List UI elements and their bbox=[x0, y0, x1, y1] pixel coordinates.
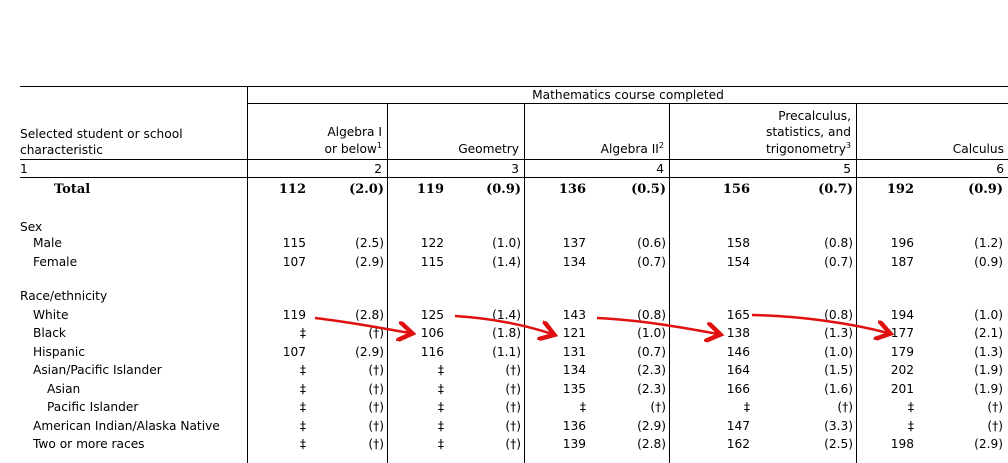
cell-value: ‡ bbox=[299, 400, 306, 414]
cell-standard-error: (†) bbox=[368, 326, 384, 340]
col-5-number: 5 bbox=[843, 162, 851, 176]
total-row-label: Total bbox=[54, 182, 91, 197]
cell-value: ‡ bbox=[299, 382, 306, 396]
cell-standard-error: (2.3) bbox=[637, 363, 666, 377]
cell-value: ‡ bbox=[299, 326, 306, 340]
cell-value: 115 bbox=[420, 255, 444, 269]
cell-standard-error: (1.4) bbox=[492, 255, 521, 269]
cell-value: 122 bbox=[420, 236, 444, 250]
cell-standard-error: (2.8) bbox=[355, 308, 384, 322]
cell-value: ‡ bbox=[299, 437, 306, 451]
cell-standard-error: (0.9) bbox=[486, 182, 521, 197]
cell-value: 147 bbox=[726, 419, 750, 433]
cell-value: 138 bbox=[726, 326, 750, 340]
arrow-4 bbox=[752, 315, 888, 333]
col-5-header-label: trigonometry bbox=[765, 142, 846, 156]
cell-standard-error: (2.5) bbox=[355, 236, 384, 250]
cell-value: 139 bbox=[562, 437, 586, 451]
cell-standard-error: (2.9) bbox=[355, 255, 384, 269]
cell-value: 121 bbox=[562, 326, 586, 340]
row-label: Asian bbox=[47, 382, 81, 396]
cell-value: 162 bbox=[726, 437, 750, 451]
cell-standard-error: (3.3) bbox=[824, 419, 853, 433]
row-label: Black bbox=[33, 326, 66, 340]
cell-standard-error: (1.0) bbox=[974, 308, 1003, 322]
cell-standard-error: (1.2) bbox=[974, 236, 1003, 250]
footnote-marker: 2 bbox=[658, 141, 664, 150]
cell-standard-error: (1.0) bbox=[824, 345, 853, 359]
cell-standard-error: (2.0) bbox=[349, 182, 384, 197]
cell-value: 154 bbox=[726, 255, 750, 269]
col-3-number: 3 bbox=[511, 162, 519, 176]
cell-standard-error: (†) bbox=[505, 400, 521, 414]
stub-header-line2: characteristic bbox=[20, 143, 103, 157]
cell-standard-error: (†) bbox=[650, 400, 666, 414]
row-label: Male bbox=[33, 236, 62, 250]
cell-value: 125 bbox=[420, 308, 444, 322]
cell-value: ‡ bbox=[299, 419, 306, 433]
cell-value: 177 bbox=[890, 326, 914, 340]
col-2-header-label: or below bbox=[324, 142, 377, 156]
stub-header-line1: Selected student or school bbox=[20, 127, 183, 141]
cell-value: ‡ bbox=[299, 363, 306, 377]
cell-standard-error: (†) bbox=[505, 382, 521, 396]
cell-standard-error: (2.9) bbox=[637, 419, 666, 433]
col-6-header-label: Calculus bbox=[952, 142, 1004, 156]
cell-value: 198 bbox=[890, 437, 914, 451]
cell-value: 134 bbox=[562, 363, 586, 377]
cell-value: 135 bbox=[562, 382, 586, 396]
cell-value: 187 bbox=[890, 255, 914, 269]
footnote-marker: 3 bbox=[845, 141, 851, 150]
cell-value: 137 bbox=[562, 236, 586, 250]
cell-standard-error: (1.6) bbox=[824, 382, 853, 396]
cell-value: 115 bbox=[282, 236, 306, 250]
cell-value: 119 bbox=[282, 308, 306, 322]
cell-standard-error: (1.4) bbox=[492, 308, 521, 322]
cell-standard-error: (0.7) bbox=[818, 182, 853, 197]
col-6-number: 6 bbox=[996, 162, 1004, 176]
cell-standard-error: (0.9) bbox=[974, 255, 1003, 269]
col-3-header-label: Geometry bbox=[458, 142, 519, 156]
cell-value: 192 bbox=[886, 182, 914, 197]
cell-standard-error: (†) bbox=[368, 419, 384, 433]
cell-value: 156 bbox=[722, 182, 750, 197]
row-label: Female bbox=[33, 255, 78, 269]
cell-value: 164 bbox=[726, 363, 750, 377]
cell-standard-error: (2.3) bbox=[637, 382, 666, 396]
cell-standard-error: (0.5) bbox=[631, 182, 666, 197]
cell-value: ‡ bbox=[437, 363, 444, 377]
cell-value: 107 bbox=[282, 345, 306, 359]
cell-standard-error: (†) bbox=[368, 400, 384, 414]
cell-value: 116 bbox=[420, 345, 444, 359]
cell-value: ‡ bbox=[579, 400, 586, 414]
cell-standard-error: (†) bbox=[368, 363, 384, 377]
cell-value: 166 bbox=[726, 382, 750, 396]
arrow-3 bbox=[597, 318, 718, 334]
cell-value: ‡ bbox=[437, 419, 444, 433]
arrow-2 bbox=[455, 316, 552, 334]
cell-standard-error: (†) bbox=[987, 419, 1003, 433]
cell-value: 119 bbox=[416, 182, 444, 197]
cell-value: 146 bbox=[726, 345, 750, 359]
col-2-header-line2: Algebra I bbox=[327, 125, 382, 139]
cell-standard-error: (2.9) bbox=[355, 345, 384, 359]
col-5-header-line1: Precalculus, bbox=[778, 109, 851, 123]
cell-standard-error: (0.8) bbox=[824, 308, 853, 322]
cell-standard-error: (1.1) bbox=[492, 345, 521, 359]
cell-value: 196 bbox=[890, 236, 914, 250]
cell-standard-error: (2.1) bbox=[974, 326, 1003, 340]
cell-value: 112 bbox=[278, 182, 306, 197]
cell-value: ‡ bbox=[907, 400, 914, 414]
cell-standard-error: (0.7) bbox=[637, 345, 666, 359]
cell-standard-error: (1.0) bbox=[492, 236, 521, 250]
row-label: White bbox=[33, 308, 69, 322]
cell-value: 143 bbox=[562, 308, 586, 322]
cell-standard-error: (2.5) bbox=[824, 437, 853, 451]
cell-value: ‡ bbox=[437, 437, 444, 451]
cell-standard-error: (0.6) bbox=[637, 236, 666, 250]
row-label: Two or more races bbox=[33, 437, 145, 451]
cell-value: ‡ bbox=[437, 382, 444, 396]
cell-standard-error: (1.5) bbox=[824, 363, 853, 377]
cell-standard-error: (1.3) bbox=[974, 345, 1003, 359]
col-2-number: 2 bbox=[374, 162, 382, 176]
cell-value: ‡ bbox=[437, 400, 444, 414]
cell-standard-error: (†) bbox=[837, 400, 853, 414]
cell-standard-error: (0.7) bbox=[824, 255, 853, 269]
cell-standard-error: (0.8) bbox=[637, 308, 666, 322]
col-4-number: 4 bbox=[656, 162, 664, 176]
cell-standard-error: (2.8) bbox=[637, 437, 666, 451]
row-label: Asian/Pacific Islander bbox=[33, 363, 162, 377]
cell-value: 201 bbox=[890, 382, 914, 396]
cell-value: 136 bbox=[562, 419, 586, 433]
cell-standard-error: (†) bbox=[987, 400, 1003, 414]
cell-standard-error: (1.0) bbox=[637, 326, 666, 340]
cell-value: 165 bbox=[726, 308, 750, 322]
row-label: American Indian/Alaska Native bbox=[33, 419, 220, 433]
cell-standard-error: (†) bbox=[505, 419, 521, 433]
group-heading: Sex bbox=[20, 220, 43, 234]
cell-value: ‡ bbox=[907, 419, 914, 433]
group-heading: Race/ethnicity bbox=[20, 289, 108, 303]
cell-standard-error: (†) bbox=[368, 382, 384, 396]
cell-standard-error: (1.8) bbox=[492, 326, 521, 340]
cell-standard-error: (†) bbox=[505, 437, 521, 451]
cell-value: 106 bbox=[420, 326, 444, 340]
spanner-header: Mathematics course completed bbox=[532, 88, 724, 102]
cell-value: 158 bbox=[726, 236, 750, 250]
cell-value: 134 bbox=[562, 255, 586, 269]
cell-value: 179 bbox=[890, 345, 914, 359]
cell-standard-error: (1.9) bbox=[974, 363, 1003, 377]
cell-value: 107 bbox=[282, 255, 306, 269]
row-label: Hispanic bbox=[33, 345, 85, 359]
col-5-header-line2: statistics, and bbox=[765, 125, 851, 139]
cell-value: 136 bbox=[558, 182, 586, 197]
cell-value: 194 bbox=[890, 308, 914, 322]
arrow-1 bbox=[315, 318, 410, 333]
row-label: Pacific Islander bbox=[47, 400, 139, 414]
cell-standard-error: (2.9) bbox=[974, 437, 1003, 451]
cell-standard-error: (†) bbox=[505, 363, 521, 377]
cell-value: ‡ bbox=[743, 400, 750, 414]
cell-standard-error: (1.9) bbox=[974, 382, 1003, 396]
footnote-marker: 1 bbox=[376, 141, 382, 150]
cell-value: 202 bbox=[890, 363, 914, 377]
cell-standard-error: (†) bbox=[368, 437, 384, 451]
col-4-header-label: Algebra II bbox=[600, 142, 659, 156]
stub-column-number: 1 bbox=[20, 162, 28, 176]
cell-standard-error: (0.7) bbox=[637, 255, 666, 269]
cell-standard-error: (1.3) bbox=[824, 326, 853, 340]
cell-value: 131 bbox=[562, 345, 586, 359]
cell-standard-error: (0.9) bbox=[968, 182, 1003, 197]
cell-standard-error: (0.8) bbox=[824, 236, 853, 250]
